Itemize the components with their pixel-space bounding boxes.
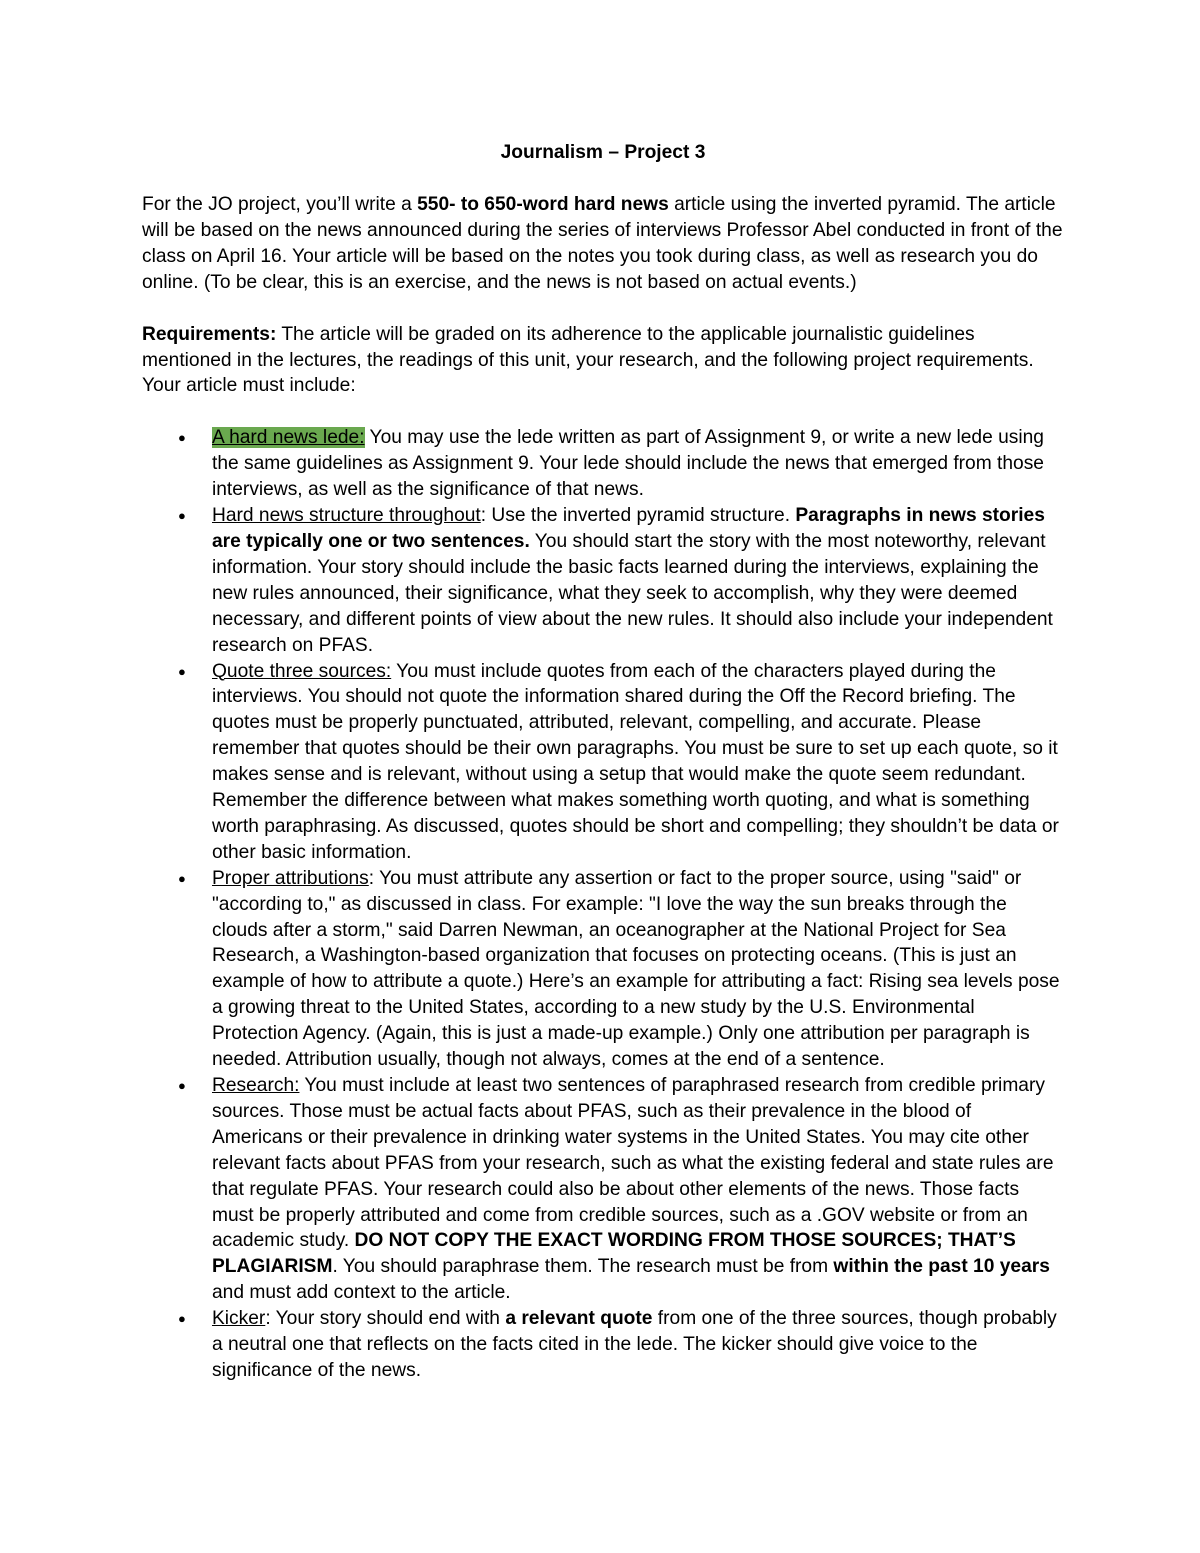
list-item-kicker: ● Kicker: Your story should end with a relevant quote from one of the three sources, though probably a neutral one that reflects on the facts cited in the lede. The kicker should give voice to the significance of the news. bbox=[178, 1308, 1057, 1381]
list-item-quote-sources: ● Quote three sources: You must include quotes from each of the characters played during the interviews. You should not quote the information shared during the Off the Record briefing. The quotes must be properly punctuated, attributed, relevant, compelling, and accurate. Please remember that quotes should be their own paragraphs. You must be sure to set up each quote, so it makes sense and is relevant, without using a setup that would make the quote seem redundant. Remember the difference between what makes something worth quoting, and what is something worth paraphrasing. As discussed, quotes should be short and compelling; they shouldn’t be data or other basic information. bbox=[178, 660, 1059, 863]
intro-paragraph: For the JO project, you’ll write a 550- to 650-word hard news article using the inverted pyramid. The article will be based on the news announced during the series of interviews Professor Abel conducted in front of the class on April 16. Your article will be based on the notes you took during class, as well as research you do online. (To be clear, this is an exercise, and the news is not based on actual events.) bbox=[142, 194, 1063, 293]
requirements-label: Requirements: bbox=[142, 323, 277, 345]
item-heading: Kicker bbox=[212, 1308, 266, 1330]
bullet-icon: ● bbox=[178, 430, 186, 446]
list-item-hard-news-structure: ● Hard news structure throughout: Use the inverted pyramid structure. Paragraphs in news stories are typically one or two sentences. You should start the story with the most noteworthy, relevant information. Your story should include the basic facts learned during the interviews, explaining the new rules announced, their significance, what they seek to accomplish, why they were deemed necessary, and different points of view about the new rules. It should also include your independent research on PFAS. bbox=[178, 505, 1053, 656]
item-heading: Proper attributions bbox=[212, 867, 369, 889]
requirements-paragraph: Requirements: The article will be graded on its adherence to the applicable journalistic guidelines mentioned in the lectures, the readings of this unit, your research, and the following project requirements. Your article must include: bbox=[142, 323, 1034, 397]
list-item-research: ● Research: You must include at least two sentences of paraphrased research from credible primary sources. Those must be actual facts about PFAS, such as their prevalence in the blood of Americans or their prevalence in drinking water systems in the United States. You may cite other relevant facts about PFAS from your research, such as what the existing federal and state rules are that regulate PFAS. Your research could also be about other elements of the news. Those facts must be properly attributed and come from credible sources, such as a .GOV website or from an academic study. DO NOT COPY THE EXACT WORDING FROM THOSE SOURCES; THAT’S PLAGIARISM. You should paraphrase them. The research must be from within the past 10 years and must add context to the article. bbox=[178, 1075, 1054, 1304]
bullet-icon: ● bbox=[178, 870, 186, 886]
list-item-hard-news-lede: ● A hard news lede: You may use the lede written as part of Assignment 9, or write a new lede using the same guidelines as Assignment 9. Your lede should include the news that emerged from those interviews, as well as the significance of that news. bbox=[178, 427, 1044, 501]
item-heading: Research: bbox=[212, 1075, 300, 1096]
list-item-proper-attributions: ● Proper attributions: You must attribute any assertion or fact to the proper source, using "said" or "according to," as discussed in class. For example: "I love the way the sun breaks through the clouds after a storm," said Darren Newman, an oceanographer at the National Project for Sea Research, a Washington-based organization that focuses on protecting oceans. (This is just an example of how to attribute a quote.) Here’s an example for attributing a fact: Rising sea levels pose a growing threat to the United States, according to a new study by the U.S. Environmental Protection Agency. (Again, this is just a made-up example.) Only one attribution per paragraph is needed. Attribution usually, though not always, comes at the end of a sentence. bbox=[178, 867, 1060, 1071]
bullet-icon: ● bbox=[178, 1078, 186, 1093]
item-heading-highlighted: A hard news lede: bbox=[212, 427, 365, 449]
bullet-icon: ● bbox=[178, 1311, 186, 1327]
item-heading: Hard news structure throughout bbox=[212, 505, 481, 527]
document-page bbox=[142, 140, 1064, 1384]
item-heading: Quote three sources: bbox=[212, 660, 392, 682]
bullet-icon: ● bbox=[178, 508, 186, 524]
requirements-list bbox=[142, 425, 1064, 1384]
document-title: Journalism – Project 3 bbox=[500, 142, 706, 163]
word-count-emphasis: 550- to 650-word hard news bbox=[417, 194, 669, 215]
bullet-icon: ● bbox=[178, 663, 186, 679]
